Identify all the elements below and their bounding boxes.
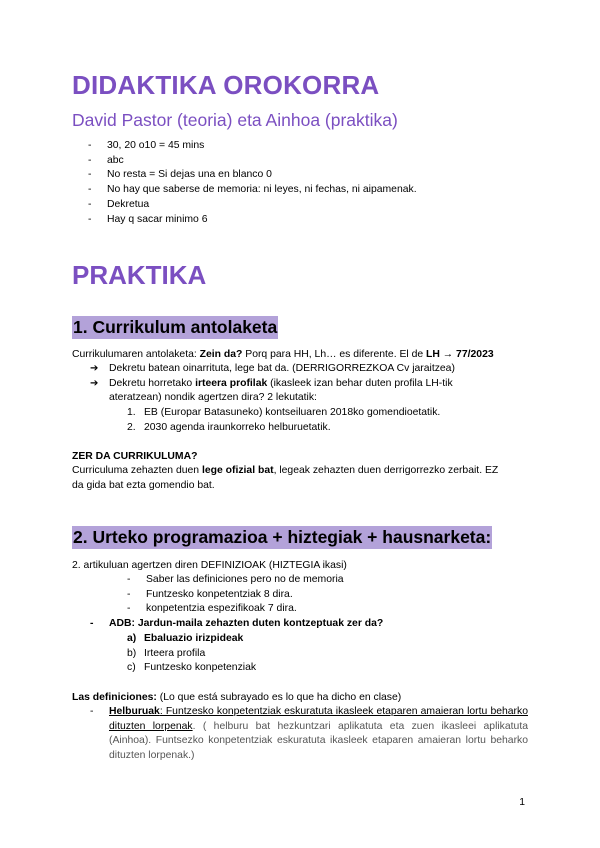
definitions-label: Las definiciones: (Lo que está subrayado es lo que ha dicho en clase) [72, 692, 402, 703]
curriculum-answer: Curriculuma zehazten duen lege ofizial bat, legeak zehazten duen derrigorrezko zerbait. EZ da gida bat ezta gomendio bat. [72, 465, 499, 491]
praktika-heading: PRAKTIKA [72, 260, 207, 290]
list-item: 2. 2030 agenda iraunkorreko helburuetatik. [127, 421, 331, 433]
list-item: - No hay que saberse de memoria: ni leyes, ni fechas, ni aipamenak. [88, 183, 417, 198]
adb-options [127, 632, 256, 676]
document-subtitle: David Pastor (teoria) eta Ainhoa (praktika) [72, 110, 398, 130]
curriculum-intro: Currikulumaren antolaketa: Zein da? Porq para HH, Lh… es diferente. El de LH → 77/2023 [72, 349, 494, 360]
list-item: b) Irteera profila [127, 647, 206, 659]
list-item: a) Ebaluazio irizpideak [127, 633, 244, 644]
section-heading: 2. Urteko programazioa + hiztegiak + hausnarketa: [73, 527, 492, 547]
curriculum-question: ZER DA CURRIKULUMA? [72, 451, 198, 462]
list-item: - konpetentzia espezifikoak 7 dira. [127, 602, 344, 617]
definitions-list [90, 705, 528, 764]
adb-list [90, 617, 383, 632]
list-item: - ADB: Jardun-maila zehazten duten kontzeptuak zer da? [90, 617, 383, 632]
document-title: DIDAKTIKA OROKORRA [72, 70, 380, 100]
definizioak-intro: 2. artikuluan agertzen diren DEFINIZIOAK (HIZTEGIA ikasi) [72, 560, 347, 571]
irteera-sources-list [127, 406, 440, 435]
list-item: - Helburuak: Funtzesko konpetentziak eskuratuta ikasleek etaparen amaieran lortu beharko dituzten lorpenak. ( helburu bat hezkuntzari aplikatuta eta zuen ikasleei aplikatuta (Ainhoa). Funtsezko konpetentziak eskuratuta ikasleek etaparen amaieran lortu beharko dituzten lorpenak.) [90, 705, 528, 764]
curriculum-bullets [90, 362, 530, 406]
section-programazioa [72, 527, 492, 548]
list-item: - 30, 20 o10 = 45 mins [88, 139, 417, 154]
list-item: ➔ Dekretu horretako irteera profilak (ikasleek izan behar duten profila LH-tik ateratzean) nondik agertzen dira? 2 lekutatik: [90, 377, 530, 406]
list-item: - abc [88, 154, 417, 169]
list-item: - Dekretua [88, 198, 417, 213]
list-item: - Hay q sacar minimo 6 [88, 213, 417, 228]
page-number: 1 [519, 797, 525, 808]
section-heading: 1. Currikulum antolaketa [73, 317, 278, 337]
section-curriculum [72, 317, 278, 338]
list-item: - Funtzesko konpetentziak 8 dira. [127, 588, 344, 603]
list-item: c) Funtzesko konpetenziak [127, 662, 257, 673]
intro-list [88, 139, 417, 227]
list-item: - No resta = Si dejas una en blanco 0 [88, 168, 417, 183]
list-item: - Saber las definiciones pero no de memoria [127, 573, 344, 588]
definizioak-list [127, 573, 344, 617]
list-item: 1. EB (Europar Batasuneko) kontseiluaren 2018ko gomendioetatik. [127, 407, 441, 418]
list-item: ➔ Dekretu batean oinarrituta, lege bat da. (DERRIGORREZKOA Cv jaraitzea) [90, 362, 530, 377]
